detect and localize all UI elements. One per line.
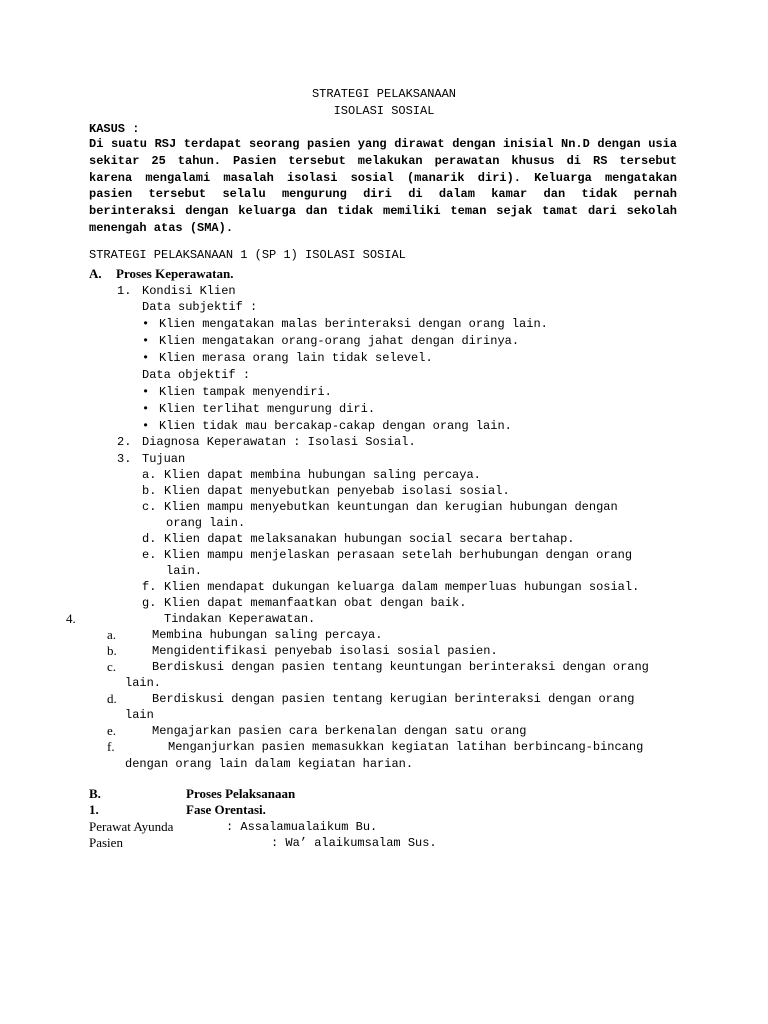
tujuan-label: Tujuan xyxy=(142,452,186,466)
data-objektif-label: Data objektif : xyxy=(142,368,251,382)
fase-label: Fase Orentasi. xyxy=(186,802,266,817)
tujuan-item: Klien dapat menyebutkan penyebab isolasi sosial. xyxy=(164,484,510,498)
tindakan-item-continuation: lain. xyxy=(125,676,162,690)
document-subtitle: ISOLASI SOSIAL xyxy=(333,104,435,118)
subjektif-item: Klien mengatakan malas berinteraksi dengan orang lain. xyxy=(159,317,548,331)
tujuan-item-marker: a. xyxy=(142,468,157,482)
tujuan-item-marker: d. xyxy=(142,532,157,546)
fase-number: 1. xyxy=(89,802,99,817)
tindakan-item: Menganjurkan pasien memasukkan kegiatan latihan berbincang-bincang xyxy=(168,740,644,754)
tujuan-item-continuation: orang lain. xyxy=(166,516,246,530)
section-a-marker: A. xyxy=(89,266,102,281)
document-title: STRATEGI PELAKSANAAN xyxy=(311,87,457,101)
bullet-icon: • xyxy=(142,385,150,399)
subjektif-item: Klien merasa orang lain tidak selevel. xyxy=(159,351,433,365)
objektif-item: Klien tampak menyendiri. xyxy=(159,385,332,399)
tindakan-item-continuation: lain xyxy=(125,708,154,722)
tujuan-item: Klien dapat melaksanakan hubungan social secara bertahap. xyxy=(164,532,575,546)
tindakan-item-marker: e. xyxy=(107,723,117,738)
tujuan-item-marker: f. xyxy=(142,580,157,594)
tujuan-item: Klien mampu menyebutkan keuntungan dan kerugian hubungan dengan xyxy=(164,500,618,514)
tindakan-item: Berdiskusi dengan pasien tentang kerugian berinteraksi dengan orang xyxy=(152,692,635,706)
tindakan-item: Mengajarkan pasien cara berkenalan dengan satu orang xyxy=(152,724,527,738)
bullet-icon: • xyxy=(142,402,150,416)
tujuan-item: Klien mendapat dukungan keluarga dalam memperluas hubungan sosial. xyxy=(164,580,640,594)
kondisi-label: Kondisi Klien xyxy=(142,284,236,298)
kasus-paragraph: Di suatu RSJ terdapat seorang pasien yang dirawat dengan inisial Nn.D dengan usia sekitar 25 tahun. Pasien tersebut melakukan perawatan khusus di RS tersebut karena mengalami masalah isolasi sosial (manarik diri). Keluarga mengatakan pasien tersebut selalu mengurung diri di dalam kamar dan tidak pernah berinteraksi dengan keluarga dan tidak memiliki teman sejak tamat dari sekolah menengah atas (SMA). xyxy=(89,137,677,235)
diagnosa-text: Diagnosa Keperawatan : Isolasi Sosial. xyxy=(142,435,416,449)
bullet-icon: • xyxy=(142,317,150,331)
tindakan-item-marker: b. xyxy=(107,643,117,658)
tindakan-item-marker: c. xyxy=(107,659,117,674)
section-b-label: Proses Pelaksanaan xyxy=(186,786,296,801)
objektif-item: Klien tidak mau bercakap-cakap dengan orang lain. xyxy=(159,419,512,433)
tindakan-label: Tindakan Keperawatan. xyxy=(164,612,316,626)
tindakan-item-marker: d. xyxy=(107,691,117,706)
bullet-icon: • xyxy=(142,419,150,433)
tindakan-item-continuation: dengan orang lain dalam kegiatan harian. xyxy=(125,757,414,771)
dialog-speaker: Perawat Ayunda xyxy=(89,819,174,834)
data-subjektif-label: Data subjektif : xyxy=(142,300,258,314)
dialog-line: : Assalamualaikum Bu. xyxy=(226,820,378,834)
tindakan-item-marker: a. xyxy=(107,627,117,642)
diagnosa-number: 2. xyxy=(117,435,132,449)
dialog-line: : Wa’ alaikumsalam Sus. xyxy=(271,836,437,850)
tujuan-item: Klien mampu menjelaskan perasaan setelah berhubungan dengan orang xyxy=(164,548,633,562)
tujuan-item-marker: b. xyxy=(142,484,157,498)
subjektif-item: Klien mengatakan orang-orang jahat dengan dirinya. xyxy=(159,334,520,348)
dialog-speaker: Pasien xyxy=(89,835,123,850)
kasus-label: KASUS : xyxy=(89,122,140,136)
section-a-label: Proses Keperawatan. xyxy=(116,266,234,281)
section-b-marker: B. xyxy=(89,786,101,801)
bullet-icon: • xyxy=(142,351,150,365)
sp-heading: STRATEGI PELAKSANAAN 1 (SP 1) ISOLASI SOSIAL xyxy=(89,248,406,262)
tujuan-number: 3. xyxy=(117,452,132,466)
tindakan-item: Membina hubungan saling percaya. xyxy=(152,628,383,642)
tujuan-item: Klien dapat memanfaatkan obat dengan baik. xyxy=(164,596,467,610)
bullet-icon: • xyxy=(142,334,150,348)
kondisi-number: 1. xyxy=(117,284,132,298)
tujuan-item: Klien dapat membina hubungan saling percaya. xyxy=(164,468,481,482)
tindakan-item: Berdiskusi dengan pasien tentang keuntungan berinteraksi dengan orang xyxy=(152,660,649,674)
tujuan-item-marker: g. xyxy=(142,596,157,610)
tujuan-item-marker: e. xyxy=(142,548,157,562)
tindakan-number: 4. xyxy=(66,611,76,626)
tujuan-item-marker: c. xyxy=(142,500,157,514)
tujuan-item-continuation: lain. xyxy=(166,564,203,578)
tindakan-item-marker: f. xyxy=(107,739,115,754)
objektif-item: Klien terlihat mengurung diri. xyxy=(159,402,376,416)
tindakan-item: Mengidentifikasi penyebab isolasi sosial pasien. xyxy=(152,644,498,658)
